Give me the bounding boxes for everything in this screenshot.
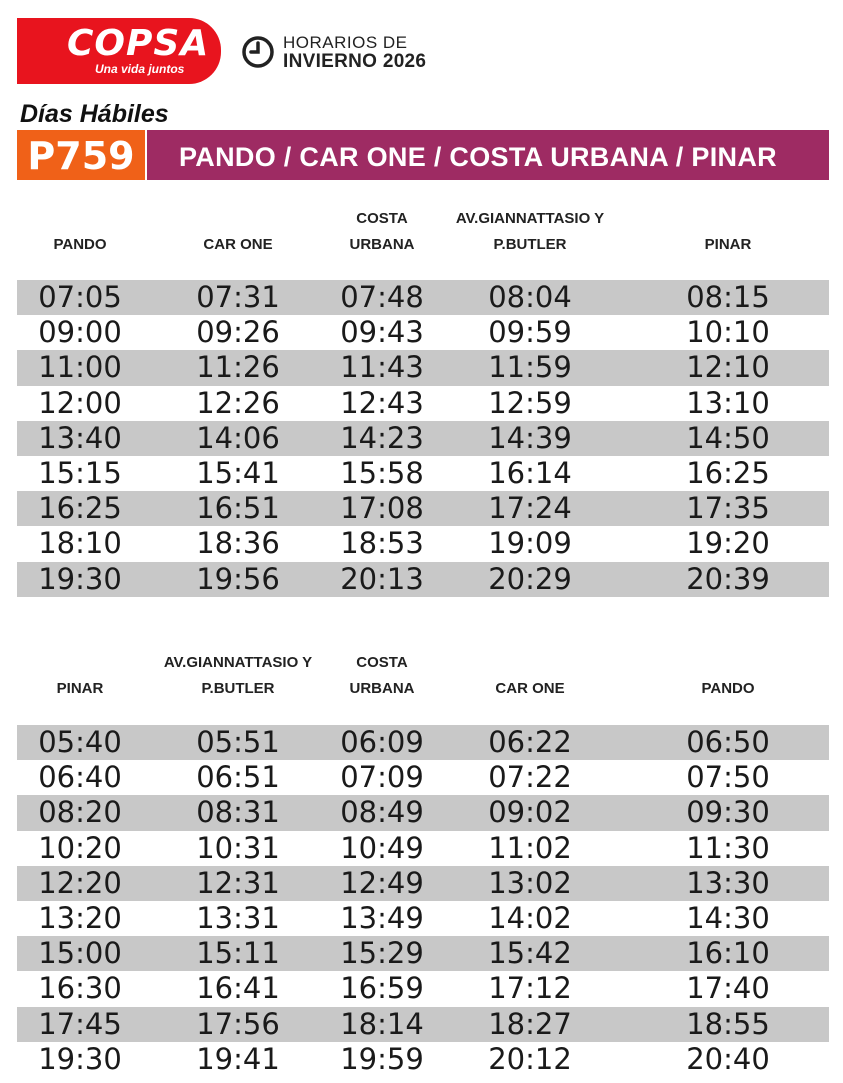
- departure-time: 06:09: [340, 725, 424, 759]
- table-row: [17, 491, 829, 526]
- departure-time: 14:23: [340, 420, 424, 455]
- logo-tagline: Una vida juntos: [95, 62, 185, 76]
- outbound-timetable: [17, 188, 829, 597]
- column-header-line: PINAR: [56, 680, 104, 697]
- departure-time: 09:30: [686, 795, 770, 830]
- departure-time: 20:39: [686, 561, 770, 596]
- departure-time: 13:02: [488, 865, 572, 900]
- departure-time: 08:04: [488, 280, 572, 314]
- departure-time: 18:27: [488, 1006, 572, 1041]
- column-header-line: CAR ONE: [203, 236, 273, 253]
- departure-time: 11:43: [340, 350, 424, 385]
- departure-time: 12:10: [686, 350, 770, 385]
- column-header-line: P.BUTLER: [493, 236, 567, 253]
- departure-time: 08:49: [340, 795, 424, 830]
- column-header-line: P.BUTLER: [201, 680, 275, 697]
- column-header-line: PANDO: [701, 680, 755, 697]
- route-name: PANDO / CAR ONE / COSTA URBANA / PINAR: [145, 130, 829, 180]
- departure-time: 15:42: [488, 936, 572, 971]
- departure-time: 17:56: [196, 1006, 280, 1041]
- departure-time: 16:14: [488, 455, 572, 490]
- column-header-line: AV.GIANNATTASIO Y: [163, 654, 313, 671]
- departure-time: 09:26: [196, 315, 280, 350]
- departure-time: 07:09: [340, 760, 424, 795]
- table-row: [17, 901, 829, 936]
- departure-time: 14:06: [196, 420, 280, 455]
- departure-time: 05:40: [38, 725, 122, 759]
- departure-time: 13:31: [196, 900, 280, 935]
- day-type-title: Días Hábiles: [20, 100, 169, 128]
- departure-time: 17:40: [686, 971, 770, 1006]
- departure-time: 18:10: [38, 526, 122, 561]
- clock-icon: [241, 35, 275, 69]
- departure-time: 19:30: [38, 1041, 122, 1076]
- departure-time: 12:20: [38, 865, 122, 900]
- departure-time: 16:10: [686, 936, 770, 971]
- departure-time: 14:50: [686, 420, 770, 455]
- departure-time: 13:10: [686, 385, 770, 420]
- departure-time: 15:58: [340, 455, 424, 490]
- departure-time: 15:15: [38, 455, 122, 490]
- departure-time: 12:49: [340, 865, 424, 900]
- departure-time: 16:59: [340, 971, 424, 1006]
- column-header-line: URBANA: [349, 236, 415, 253]
- departure-time: 15:00: [38, 936, 122, 971]
- column-header-line: PANDO: [53, 236, 107, 253]
- departure-time: 09:00: [38, 315, 122, 350]
- departure-time: 07:05: [38, 280, 122, 314]
- table-row: [17, 760, 829, 795]
- column-header-line: COSTA: [356, 654, 408, 671]
- column-header-line: PINAR: [704, 236, 752, 253]
- column-headers: [17, 632, 829, 702]
- departure-time: 08:15: [686, 280, 770, 314]
- departure-time: 20:29: [488, 561, 572, 596]
- departure-time: 10:20: [38, 830, 122, 865]
- departure-time: 15:41: [196, 455, 280, 490]
- departure-time: 20:40: [686, 1041, 770, 1076]
- departure-time: 05:51: [196, 725, 280, 759]
- return-timetable: [17, 632, 829, 1077]
- departure-time: 20:13: [340, 561, 424, 596]
- departure-time: 19:20: [686, 526, 770, 561]
- departure-time: 13:20: [38, 900, 122, 935]
- departure-time: 13:30: [686, 865, 770, 900]
- table-row: [17, 350, 829, 385]
- departure-time: 12:00: [38, 385, 122, 420]
- departure-time: 11:00: [38, 350, 122, 385]
- season-line-2: INVIERNO 2026: [283, 51, 427, 72]
- table-row: [17, 526, 829, 561]
- departure-time: 08:20: [38, 795, 122, 830]
- table-row: [17, 562, 829, 597]
- table-row: [17, 725, 829, 760]
- departure-time: 19:30: [38, 561, 122, 596]
- table-row: [17, 866, 829, 901]
- departure-time: 07:22: [488, 760, 572, 795]
- table-row: [17, 795, 829, 830]
- departure-time: 20:12: [488, 1041, 572, 1076]
- season-line-1: HORARIOS DE: [283, 33, 408, 52]
- route-code: P759: [17, 130, 145, 180]
- departure-time: 15:29: [340, 936, 424, 971]
- departure-time: 16:30: [38, 971, 122, 1006]
- departure-time: 08:31: [196, 795, 280, 830]
- departure-time: 13:49: [340, 900, 424, 935]
- departure-time: 10:10: [686, 315, 770, 350]
- departure-time: 16:25: [686, 455, 770, 490]
- departure-time: 11:26: [196, 350, 280, 385]
- departure-time: 10:49: [340, 830, 424, 865]
- column-header-line: AV.GIANNATTASIO Y: [455, 210, 605, 227]
- departure-time: 14:39: [488, 420, 572, 455]
- departure-time: 14:30: [686, 900, 770, 935]
- column-header-line: URBANA: [349, 680, 415, 697]
- season-label: [283, 33, 426, 71]
- departure-time: 18:14: [340, 1006, 424, 1041]
- departure-time: 09:02: [488, 795, 572, 830]
- departure-time: 19:56: [196, 561, 280, 596]
- column-header: [430, 676, 630, 702]
- departure-time: 06:40: [38, 760, 122, 795]
- departure-time: 19:41: [196, 1041, 280, 1076]
- table-row: [17, 456, 829, 491]
- departure-time: 12:43: [340, 385, 424, 420]
- column-header: [628, 232, 828, 258]
- table-row: [17, 421, 829, 456]
- departure-time: 12:59: [488, 385, 572, 420]
- departure-time: 06:50: [686, 725, 770, 759]
- column-header-line: COSTA: [356, 210, 408, 227]
- departure-time: 06:22: [488, 725, 572, 759]
- route-banner: [17, 130, 829, 180]
- departure-time: 14:02: [488, 900, 572, 935]
- departure-time: 10:31: [196, 830, 280, 865]
- departure-time: 16:41: [196, 971, 280, 1006]
- table-row: [17, 1007, 829, 1042]
- departure-time: 11:02: [488, 830, 572, 865]
- departure-time: 11:30: [686, 830, 770, 865]
- column-headers: [17, 188, 829, 258]
- copsa-logo: [17, 18, 221, 84]
- table-row: [17, 831, 829, 866]
- departure-time: 18:55: [686, 1006, 770, 1041]
- departure-time: 07:48: [340, 280, 424, 314]
- table-row: [17, 280, 829, 315]
- table-row: [17, 971, 829, 1006]
- column-header: [628, 676, 828, 702]
- departure-time: 09:43: [340, 315, 424, 350]
- departure-time: 07:31: [196, 280, 280, 314]
- departure-time: 19:09: [488, 526, 572, 561]
- departure-time: 17:12: [488, 971, 572, 1006]
- departure-time: 12:26: [196, 385, 280, 420]
- departure-time: 18:36: [196, 526, 280, 561]
- departure-time: 16:25: [38, 491, 122, 526]
- departure-time: 06:51: [196, 760, 280, 795]
- logo-wordmark: COPSA: [67, 23, 210, 64]
- departure-time: 19:59: [340, 1041, 424, 1076]
- departure-time: 17:45: [38, 1006, 122, 1041]
- column-header-line: CAR ONE: [495, 680, 565, 697]
- departure-time: 17:24: [488, 491, 572, 526]
- departure-time: 16:51: [196, 491, 280, 526]
- table-row: [17, 936, 829, 971]
- table-row: [17, 315, 829, 350]
- departure-time: 07:50: [686, 760, 770, 795]
- departure-time: 17:35: [686, 491, 770, 526]
- table-row: [17, 1042, 829, 1077]
- column-header: [430, 206, 630, 258]
- departure-time: 18:53: [340, 526, 424, 561]
- departure-time: 17:08: [340, 491, 424, 526]
- table-row: [17, 386, 829, 421]
- departure-time: 15:11: [196, 936, 280, 971]
- departure-time: 13:40: [38, 420, 122, 455]
- departure-time: 12:31: [196, 865, 280, 900]
- departure-time: 09:59: [488, 315, 572, 350]
- departure-time: 11:59: [488, 350, 572, 385]
